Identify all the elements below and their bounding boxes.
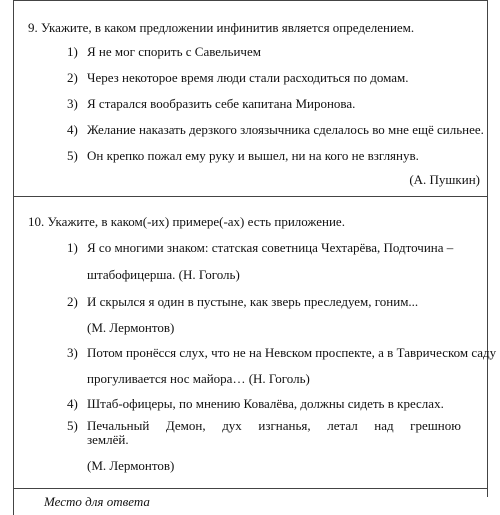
- q10-option-5-word: изгнанья,: [258, 418, 311, 433]
- q10-option-5-word: над: [374, 418, 394, 433]
- q10-option-5-word: летал: [327, 418, 358, 433]
- q10-option-5-word: Демон,: [165, 418, 206, 433]
- q9-option-4-text: Желание наказать дерзкого злоязычника сделалось во мне ещё сильнее.: [87, 122, 484, 137]
- question-10-title: 10. Укажите, в каком(-их) примере(-ах) есть приложение.: [28, 214, 345, 229]
- q10-option-4-line1: Штаб-офицеры, по мнению Ковалёва, должны сидеть в креслах.: [87, 396, 444, 411]
- q9-option-2-text: Через некоторое время люди стали расходиться по домам.: [87, 70, 409, 85]
- q10-option-5-line1: [87, 418, 461, 434]
- q9-source: (А. Пушкин): [409, 172, 480, 187]
- q9-option-1-text: Я не мог спорить с Савельичем: [87, 44, 261, 59]
- q10-option-5-number: 5): [67, 418, 78, 433]
- q9-option-3-number: 3): [67, 96, 78, 111]
- q9-option-4-number: 4): [67, 122, 78, 137]
- q10-option-3-line1: Потом пронёсся слух, что не на Невском проспекте, а в Таврическом саду: [87, 345, 497, 360]
- question-divider: [13, 196, 488, 197]
- frame-left-border: [13, 0, 14, 515]
- frame-right-border: [487, 0, 488, 497]
- q10-option-2-line1: И скрылся я один в пустыне, как зверь преследуем, гоним...: [87, 294, 419, 309]
- q10-option-1-number: 1): [67, 240, 78, 255]
- q10-option-1-line1: Я со многими знаком: статская советница Чехтарёва, Подточина –: [87, 240, 454, 255]
- q9-option-2-number: 2): [67, 70, 78, 85]
- q10-option-5-word: дух: [222, 418, 242, 433]
- answer-divider: [13, 488, 488, 489]
- question-9-title: 9. Укажите, в каком предложении инфинитив является определением.: [28, 20, 415, 35]
- q10-option-3-line2: прогуливается нос майора… (Н. Гоголь): [87, 371, 310, 386]
- q9-option-1-number: 1): [67, 44, 78, 59]
- q9-option-5-number: 5): [67, 148, 78, 163]
- q10-option-5-word: Печальный: [87, 418, 150, 433]
- q10-option-4-number: 4): [67, 396, 78, 411]
- q9-option-5-text: Он крепко пожал ему руку и вышел, ни на кого не взглянув.: [87, 148, 419, 163]
- answer-area-label: Место для ответа: [44, 494, 150, 509]
- top-border: [13, 0, 488, 1]
- q9-option-3-text: Я старался вообразить себе капитана Миронова.: [87, 96, 356, 111]
- q10-option-1-line2: штабофицерша. (Н. Гоголь): [87, 267, 240, 282]
- q10-option-5-line3: (М. Лермонтов): [87, 458, 175, 473]
- q10-option-2-line2: (М. Лермонтов): [87, 320, 175, 335]
- q10-option-5-word: грешною: [410, 418, 461, 433]
- q10-option-2-number: 2): [67, 294, 78, 309]
- q10-option-3-number: 3): [67, 345, 78, 360]
- q10-option-5-line2: землёй.: [87, 432, 129, 447]
